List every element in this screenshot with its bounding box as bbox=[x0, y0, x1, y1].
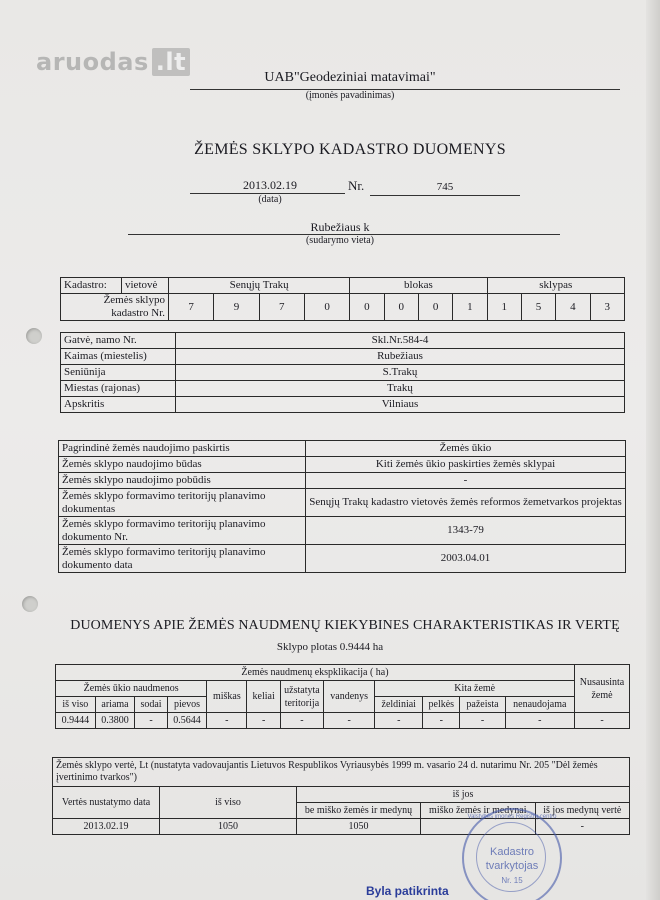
arable-header: ariama bbox=[95, 697, 135, 713]
table-row bbox=[61, 349, 625, 365]
table-row bbox=[61, 397, 625, 413]
forest-header: miškas bbox=[207, 681, 247, 713]
area-unit: ha bbox=[372, 641, 384, 653]
value-total-header: iš viso bbox=[160, 787, 297, 819]
orchards-header: sodai bbox=[135, 697, 167, 713]
locality-label: vietovė bbox=[122, 278, 169, 294]
cadastre-digit: 0 bbox=[384, 294, 418, 321]
address-label: Apskritis bbox=[61, 397, 176, 413]
cadastre-digit: 0 bbox=[418, 294, 452, 321]
table-row bbox=[56, 713, 630, 729]
value-without-header: be miško žemės ir medynų bbox=[297, 803, 421, 819]
address-value: Trakų bbox=[176, 381, 625, 397]
cadastre-digit: 7 bbox=[259, 294, 304, 321]
table-row bbox=[59, 457, 626, 473]
usage-value: Kiti žemės ūkio paskirties žemės sklypai bbox=[306, 457, 626, 473]
cadastre-digit: 1 bbox=[453, 294, 487, 321]
usage-label: Žemės sklypo naudojimo pobūdis bbox=[59, 473, 306, 489]
cadastre-label: Kadastro: bbox=[61, 278, 122, 294]
plot-label: sklypas bbox=[487, 278, 624, 294]
land-value: - bbox=[423, 713, 460, 729]
cadastre-digit: 0 bbox=[304, 294, 349, 321]
stamp-line1: Kadastro bbox=[489, 846, 535, 858]
punch-hole-icon bbox=[22, 596, 38, 612]
agri-header: Žemės ūkio naudmenos bbox=[56, 681, 207, 697]
checked-note: Byla patikrinta bbox=[366, 884, 449, 898]
other-header: Kita žemė bbox=[375, 681, 575, 697]
stamp-ring-text: Valstybės įmonės Registrų centro bbox=[467, 814, 557, 820]
company-caption: (įmonės pavadinimas) bbox=[305, 90, 395, 101]
value-stand: - bbox=[535, 819, 629, 835]
nr-label: Nr. bbox=[348, 178, 365, 193]
place-value: Rubežiaus k bbox=[310, 220, 370, 234]
cadastre-digit: 4 bbox=[556, 294, 590, 321]
address-label: Miestas (rajonas) bbox=[61, 381, 176, 397]
cadastre-digit: 1 bbox=[487, 294, 521, 321]
meadows-header: pievos bbox=[167, 697, 207, 713]
value-of-header: iš jos bbox=[297, 787, 630, 803]
cadastre-number-label: Žemės sklypo kadastro Nr. bbox=[61, 294, 169, 321]
area-label: Sklypo plotas bbox=[276, 641, 338, 653]
address-value: Vilniaus bbox=[176, 397, 625, 413]
address-value: S.Trakų bbox=[176, 365, 625, 381]
cadastre-digit: 3 bbox=[590, 294, 624, 321]
table-row bbox=[59, 545, 626, 573]
land-value: - bbox=[135, 713, 167, 729]
value-date-header: Vertės nustatymo data bbox=[53, 787, 160, 819]
value-forest-header: miško žemės ir medynai bbox=[421, 803, 536, 819]
stamp-number: Nr. 15 bbox=[501, 876, 523, 885]
watermark-tld: .lt bbox=[152, 48, 190, 76]
area-line bbox=[230, 641, 430, 653]
company-name: UAB"Geodeziniai matavimai" bbox=[264, 70, 436, 85]
address-value: Skl.Nr.584-4 bbox=[176, 333, 625, 349]
usage-label: Žemės sklypo formavimo teritorijų planavimo dokumentas bbox=[59, 489, 306, 517]
cadastre-digits-row bbox=[61, 294, 625, 321]
date-caption: (data) bbox=[258, 194, 282, 205]
value-without: 1050 bbox=[297, 819, 421, 835]
value-total: 1050 bbox=[160, 819, 297, 835]
usage-value: 1343-79 bbox=[306, 517, 626, 545]
usage-label: Pagrindinė žemės naudojimo paskirtis bbox=[59, 441, 306, 457]
value-date: 2013.02.19 bbox=[53, 819, 160, 835]
address-label: Gatvė, namo Nr. bbox=[61, 333, 176, 349]
address-label: Kaimas (miestelis) bbox=[61, 349, 176, 365]
cadastre-digit: 0 bbox=[350, 294, 384, 321]
land-value: - bbox=[323, 713, 375, 729]
doc-number: 745 bbox=[436, 181, 454, 193]
punch-hole-icon bbox=[26, 328, 42, 344]
table-row bbox=[61, 365, 625, 381]
table-row bbox=[59, 489, 626, 517]
land-value: - bbox=[207, 713, 247, 729]
place-caption: (sudarymo vieta) bbox=[305, 235, 375, 246]
table-row bbox=[61, 333, 625, 349]
damaged-header: pažeista bbox=[460, 697, 505, 713]
built-header: užstatyta teritorija bbox=[280, 681, 323, 713]
usage-label: Žemės sklypo formavimo teritorijų planavimo dokumento Nr. bbox=[59, 517, 306, 545]
watermark-text: aruodas bbox=[36, 48, 149, 76]
land-value: - bbox=[375, 713, 423, 729]
land-value: - bbox=[505, 713, 574, 729]
cadastre-table bbox=[60, 277, 625, 321]
table-row bbox=[59, 473, 626, 489]
cadastre-digit: 9 bbox=[214, 294, 259, 321]
swamps-header: pelkės bbox=[423, 697, 460, 713]
land-value: 0.9444 bbox=[56, 713, 96, 729]
roads-header: keliai bbox=[247, 681, 281, 713]
cadastre-digit: 7 bbox=[169, 294, 214, 321]
usage-label: Žemės sklypo formavimo teritorijų planavimo dokumento data bbox=[59, 545, 306, 573]
usage-table bbox=[58, 440, 626, 573]
address-table bbox=[60, 332, 625, 413]
address-label: Seniūnija bbox=[61, 365, 176, 381]
unused-header: nenaudojama bbox=[505, 697, 574, 713]
land-value: - bbox=[247, 713, 281, 729]
cadastre-digit: 5 bbox=[521, 294, 555, 321]
usage-value: - bbox=[306, 473, 626, 489]
usage-label: Žemės sklypo naudojimo būdas bbox=[59, 457, 306, 473]
doc-date: 2013.02.19 bbox=[243, 178, 297, 192]
land-value: - bbox=[460, 713, 505, 729]
water-header: vandenys bbox=[323, 681, 375, 713]
land-value: 0.5644 bbox=[167, 713, 207, 729]
usage-value: 2003.04.01 bbox=[306, 545, 626, 573]
explication-header: Žemės naudmenų ekspklikacija ( ha) bbox=[56, 665, 575, 681]
table-row bbox=[59, 517, 626, 545]
watermark-logo bbox=[36, 48, 190, 76]
land-value: - bbox=[575, 713, 630, 729]
stamp-line2: tvarkytojas bbox=[485, 860, 539, 872]
table-row bbox=[59, 441, 626, 457]
agri-total-header: iš viso bbox=[56, 697, 96, 713]
land-value: - bbox=[280, 713, 323, 729]
greenery-header: želdiniai bbox=[375, 697, 423, 713]
section2-title: DUOMENYS APIE ŽEMĖS NAUDMENŲ KIEKYBINES CHARAKTERISTIKAS IR VERTĘ bbox=[70, 618, 620, 633]
block-label: blokas bbox=[350, 278, 487, 294]
land-value: 0.3800 bbox=[95, 713, 135, 729]
value-header: Žemės sklypo vertė, Lt (nustatyta vadovaujantis Lietuvos Respublikos Vyriausybės 1999 m. vasario 24 d. nutarimu Nr. 205 "Dėl žemės įvertinimo tvarkos") bbox=[53, 758, 630, 787]
locality-value: Senųjų Trakų bbox=[169, 278, 350, 294]
official-stamp bbox=[462, 808, 562, 900]
usage-value: Senųjų Trakų kadastro vietovės žemės reformos žemetvarkos projektas bbox=[306, 489, 626, 517]
address-value: Rubežiaus bbox=[176, 349, 625, 365]
land-table bbox=[55, 664, 630, 729]
page-title: ŽEMĖS SKLYPO KADASTRO DUOMENYS bbox=[194, 141, 506, 158]
value-stand-header: iš jos medynų vertė bbox=[535, 803, 629, 819]
drained-header: Nusausinta žemė bbox=[575, 665, 630, 713]
usage-value: Žemės ūkio bbox=[306, 441, 626, 457]
area-value: 0.9444 bbox=[339, 641, 371, 653]
page-edge bbox=[646, 0, 660, 900]
table-row bbox=[61, 381, 625, 397]
